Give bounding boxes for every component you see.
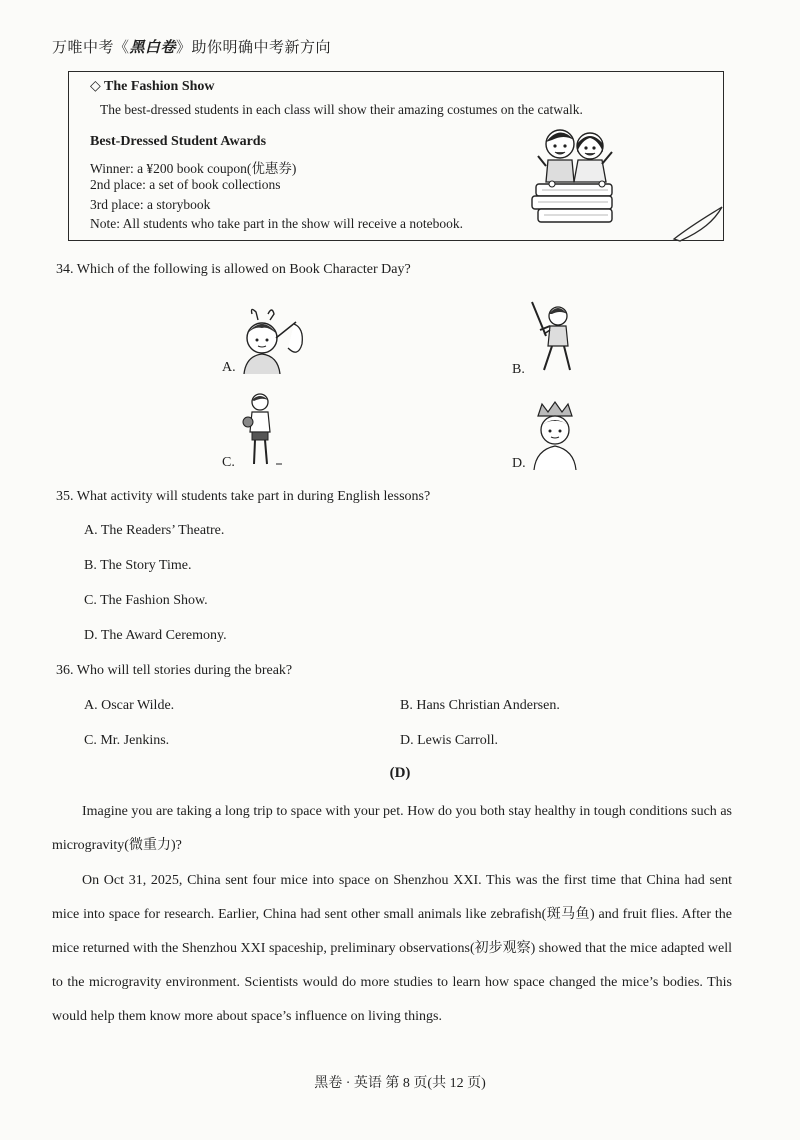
option-a-label: A.: [222, 360, 236, 375]
award-second: 2nd place: a set of book collections: [90, 177, 281, 192]
q35-option-d: D. The Award Ceremony.: [84, 628, 227, 643]
header-brand: 黑白卷: [129, 40, 177, 56]
q35-option-b: B. The Story Time.: [84, 558, 192, 573]
award-third: 3rd place: a storybook: [90, 197, 211, 212]
q36-option-d: D. Lewis Carroll.: [400, 733, 498, 748]
option-c-label: C.: [222, 455, 235, 470]
award-note: Note: All students who take part in the show will receive a notebook.: [90, 216, 464, 231]
notice-title: ◇ The Fashion Show: [90, 79, 215, 94]
q36-option-b: B. Hans Christian Andersen.: [400, 698, 560, 713]
boy-with-sword-picture: [526, 300, 576, 374]
passage-paragraph-1: Imagine you are taking a long trip to space with your pet. How do you both stay healthy in tough conditions such as microgravity(微重力)?: [52, 804, 732, 853]
option-d-label: D.: [512, 456, 526, 471]
q35-option-a: A. The Readers’ Theatre.: [84, 523, 225, 538]
notice-intro: The best-dressed students in each class will show their amazing costumes on the catwalk.: [100, 102, 583, 117]
q36-option-c: C. Mr. Jenkins.: [84, 733, 170, 748]
question-35: 35. What activity will students take part in during English lessons?: [56, 489, 431, 504]
awards-title: Best-Dressed Student Awards: [90, 134, 267, 149]
q36-option-a: A. Oscar Wilde.: [84, 698, 175, 713]
award-winner: Winner: a ¥200 book coupon(优惠券): [90, 161, 297, 176]
kids-reading-illustration: [530, 122, 620, 226]
page-header: [52, 36, 331, 57]
question-36: 36. Who will tell stories during the break?: [56, 663, 293, 678]
boy-with-ball-picture: [240, 392, 284, 466]
header-prefix: 万唯中考《: [52, 40, 130, 56]
face-painting-picture: [238, 308, 308, 374]
girl-with-crown-picture: [532, 400, 578, 470]
q35-option-c: C. The Fashion Show.: [84, 593, 208, 608]
section-heading: (D): [389, 765, 411, 781]
question-34: 34. Which of the following is allowed on Book Character Day?: [56, 262, 411, 277]
page-curl-icon: [672, 205, 728, 245]
page-footer: 黑卷 · 英语 第 8 页(共 12 页): [314, 1076, 486, 1091]
option-b-label: B.: [512, 362, 525, 377]
passage-paragraph-2: On Oct 31, 2025, China sent four mice into space on Shenzhou XXI. This was the first time that China had sent mice into space for research. Earlier, China had sent other small animals like zebrafish(斑马鱼) and fruit flies. After the mice returned with the Shenzhou XXI spaceship, preliminary observations(初步观察) showed that the mice adapted well to the microgravity environment. Scientists would do more studies to learn how space changed the mice’s bodies. This would help them know more about space’s influence on living things.: [52, 873, 732, 1024]
header-suffix: 》助你明确中考新方向: [176, 40, 332, 56]
